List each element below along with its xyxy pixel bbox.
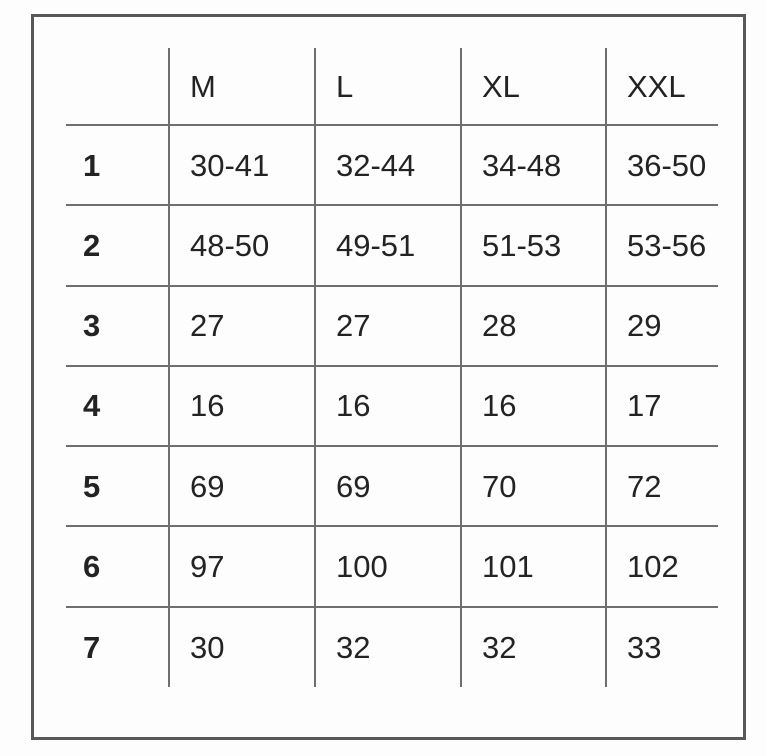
size-chart-table — [66, 48, 718, 687]
column-header-xl: XL — [461, 48, 606, 125]
table-cell: 33 — [606, 607, 718, 687]
table-cell: 102 — [606, 526, 718, 606]
table-cell: 16 — [461, 366, 606, 446]
size-chart-panel — [31, 14, 746, 740]
table-cell: 53-56 — [606, 205, 718, 285]
table-row — [66, 446, 718, 526]
table-row — [66, 366, 718, 446]
column-header-m: M — [169, 48, 315, 125]
row-label: 4 — [66, 366, 169, 446]
table-cell: 48-50 — [169, 205, 315, 285]
row-label: 7 — [83, 629, 101, 665]
table-cell: 69 — [315, 446, 461, 526]
row-label: 3 — [66, 286, 169, 366]
table-cell: 16 — [315, 366, 461, 446]
table-cell: 70 — [461, 446, 606, 526]
table-row — [66, 526, 718, 606]
table-cell: 34-48 — [461, 125, 606, 205]
row-label: 1 — [66, 125, 169, 205]
table-cell: 27 — [169, 286, 315, 366]
table-cell: 29 — [606, 286, 718, 366]
table-cell: 16 — [169, 366, 315, 446]
row-label: 2 — [66, 205, 169, 285]
row-label: 6 — [66, 526, 169, 606]
column-header-l: L — [315, 48, 461, 125]
table-cell: 32 — [461, 607, 606, 687]
table-cell: 36-50 — [606, 125, 718, 205]
table-cell: 101 — [461, 526, 606, 606]
header-corner-cell — [66, 48, 169, 125]
table-row — [66, 125, 718, 205]
table-cell: 100 — [315, 526, 461, 606]
table-cell: 28 — [461, 286, 606, 366]
table-row — [66, 286, 718, 366]
table-cell: 27 — [315, 286, 461, 366]
table-cell: 32 — [315, 607, 461, 687]
table-row — [66, 205, 718, 285]
table-cell: 32-44 — [315, 125, 461, 205]
header-row — [66, 48, 718, 125]
table-row — [66, 607, 718, 687]
table-cell: 97 — [169, 526, 315, 606]
column-header-xxl: XXL — [606, 48, 718, 125]
table-cell: 30 — [169, 607, 315, 687]
table-cell: 30-41 — [169, 125, 315, 205]
table-cell: 72 — [606, 446, 718, 526]
table-cell: 69 — [169, 446, 315, 526]
row-label: 5 — [66, 446, 169, 526]
table-cell: 51-53 — [461, 205, 606, 285]
table-cell: 49-51 — [315, 205, 461, 285]
table-cell: 17 — [606, 366, 718, 446]
